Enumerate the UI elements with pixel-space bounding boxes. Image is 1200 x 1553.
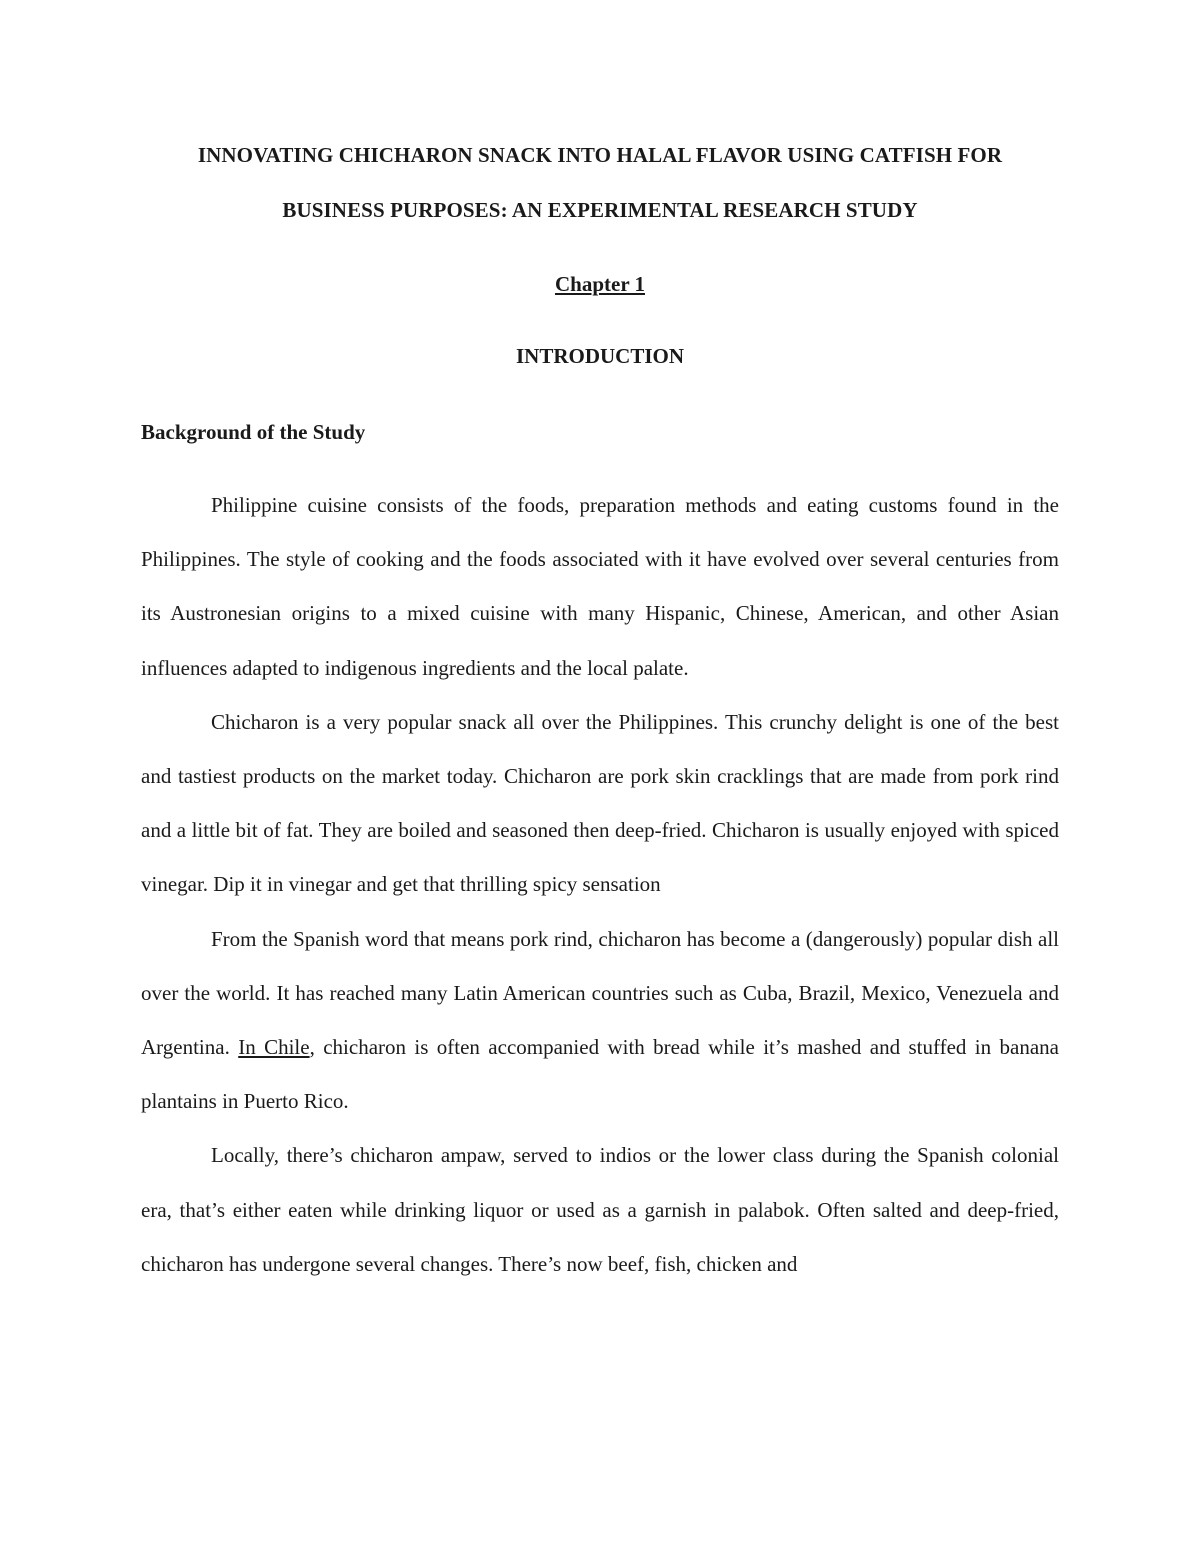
chapter-heading: Chapter 1 (554, 272, 646, 296)
document-title-line-1: INNOVATING CHICHARON SNACK INTO HALAL FLAVOR USING CATFISH FOR (197, 143, 1003, 167)
paragraph-3-text-after: , chicharon is often accompanied with bread while it’s mashed and stuffed in banana plantains in Puerto Rico. (141, 1035, 1059, 1114)
in-chile-link[interactable]: In Chile (238, 1035, 310, 1060)
paragraph-1: Philippine cuisine consists of the foods, preparation methods and eating customs found in the Philippines. The style of cooking and the foods associated with it have evolved over several centuries from its Austronesian origins to a mixed cuisine with many Hispanic, Chinese, American, and other Asian influences adapted to indigenous ingredients and the local palate. (141, 493, 1059, 680)
body-text (141, 478, 1059, 1291)
paragraph-4: Locally, there’s chicharon ampaw, served to indios or the lower class during the Spanish colonial era, that’s either eaten while drinking liquor or used as a garnish in palabok. Often salted and deep-fried, chicharon has undergone several changes. There’s now beef, fish, chicken and (141, 1143, 1059, 1276)
paragraph-3-text-before: From the Spanish word that means pork rind, chicharon has become a (dangerously) popular dish all over the world. It has reached many Latin American countries such as Cuba, Brazil, Mexico, Venezuela and Argentina. (141, 926, 1059, 1060)
subsection-heading-background: Background of the Study (141, 420, 366, 444)
paragraph-3 (141, 912, 1059, 1129)
section-heading-introduction: INTRODUCTION (515, 344, 685, 368)
paragraph-2: Chicharon is a very popular snack all over the Philippines. This crunchy delight is one of the best and tastiest products on the market today. Chicharon are pork skin cracklings that are made from pork rind and a little bit of fat. They are boiled and seasoned then deep-fried. Chicharon is usually enjoyed with spiced vinegar. Dip it in vinegar and get that thrilling spicy sensation (141, 709, 1059, 897)
document-title-line-2: BUSINESS PURPOSES: AN EXPERIMENTAL RESEARCH STUDY (282, 198, 918, 222)
